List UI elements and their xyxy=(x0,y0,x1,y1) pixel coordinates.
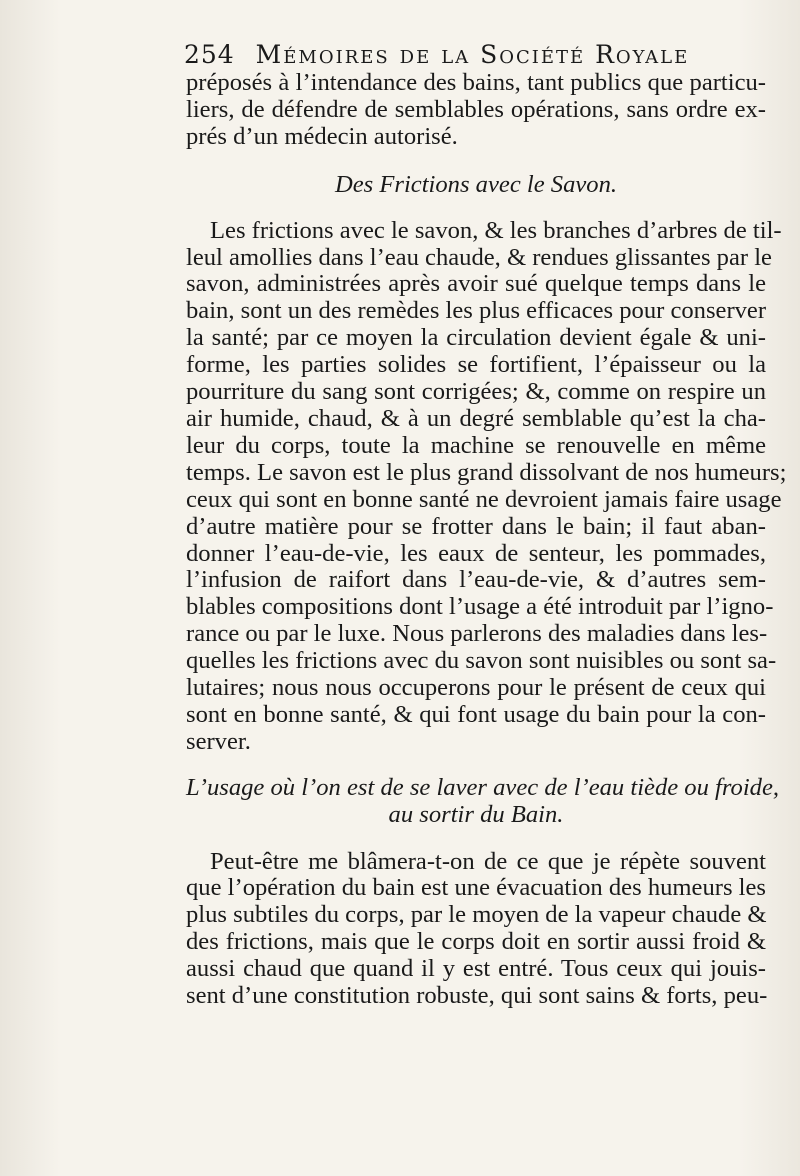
text-line: server. xyxy=(186,727,251,755)
section-heading-frictions: Des Frictions avec le Savon. xyxy=(334,170,618,198)
text-line: des frictions, mais que le corps doit en sortir aussi froid & xyxy=(186,928,766,956)
text-line: savon, administrées après avoir sué quelque temps dans le xyxy=(186,270,766,298)
section-heading-usage-cont: au sortir du Bain. xyxy=(388,800,564,828)
text-line: leur du corps, toute la machine se renouvelle en même xyxy=(186,431,766,459)
running-title: Mémoires de la Société Royale xyxy=(255,40,690,69)
page-body xyxy=(186,69,787,1010)
text-line: ceux qui sont en bonne santé ne devroient jamais faire usage xyxy=(186,485,782,513)
text-line: air humide, chaud, & à un degré semblable qu’est la cha- xyxy=(186,404,766,432)
text-line: pourriture du sang sont corrigées; &, comme on respire un xyxy=(186,378,766,406)
text-line: Les frictions avec le savon, & les branches d’arbres de til- xyxy=(210,216,782,244)
text-line: aussi chaud que quand il y est entré. Tous ceux qui jouis- xyxy=(186,955,766,983)
text-line: plus subtiles du corps, par le moyen de la vapeur chaude & xyxy=(186,901,767,929)
paragraph-intro xyxy=(186,70,766,151)
page-header xyxy=(184,40,744,69)
text-line: liers, de défendre de semblables opérations, sans ordre ex- xyxy=(186,95,766,123)
text-line: d’autre matière pour se frotter dans le bain; il faut aban- xyxy=(186,512,766,540)
text-line: que l’opération du bain est une évacuation des humeurs les xyxy=(186,874,766,902)
text-line: l’infusion de raifort dans l’eau-de-vie, & d’autres sem- xyxy=(186,566,766,594)
paragraph-frictions xyxy=(186,216,787,756)
text-line: prés d’un médecin autorisé. xyxy=(186,122,458,150)
text-line: quelles les frictions avec du savon sont nuisibles ou sont sa- xyxy=(186,647,777,675)
section-heading-usage: L’usage où l’on est de se laver avec de l’eau tiède ou froide, xyxy=(186,773,780,801)
text-line: Peut-être me blâmera-t-on de ce que je répète souvent xyxy=(210,847,766,875)
paragraph-usage xyxy=(186,849,766,1010)
text-line: la santé; par ce moyen la circulation devient égale & uni- xyxy=(186,324,766,352)
text-line: lutaires; nous nous occuperons pour le présent de ceux qui xyxy=(186,674,766,702)
text-line: blables compositions dont l’usage a été introduit par l’igno- xyxy=(186,593,774,621)
text-line: sont en bonne santé, & qui font usage du bain pour la con- xyxy=(186,700,766,728)
text-line: bain, sont un des remèdes les plus efficaces pour conserver xyxy=(186,297,767,325)
text-line: forme, les parties solides se fortifient, l’épaisseur ou la xyxy=(186,351,766,379)
text-line: sent d’une constitution robuste, qui sont sains & forts, peu- xyxy=(186,982,768,1010)
text-line: préposés à l’intendance des bains, tant publics que particu- xyxy=(186,69,766,96)
text-line: donner l’eau-de-vie, les eaux de senteur, les pommades, xyxy=(186,539,766,567)
page-number: 254 xyxy=(184,40,235,69)
text-line: rance ou par le luxe. Nous parlerons des maladies dans les- xyxy=(186,620,768,648)
text-line: leul amollies dans l’eau chaude, & rendues glissantes par le xyxy=(186,243,772,271)
text-line: temps. Le savon est le plus grand dissolvant de nos humeurs; xyxy=(186,458,787,486)
